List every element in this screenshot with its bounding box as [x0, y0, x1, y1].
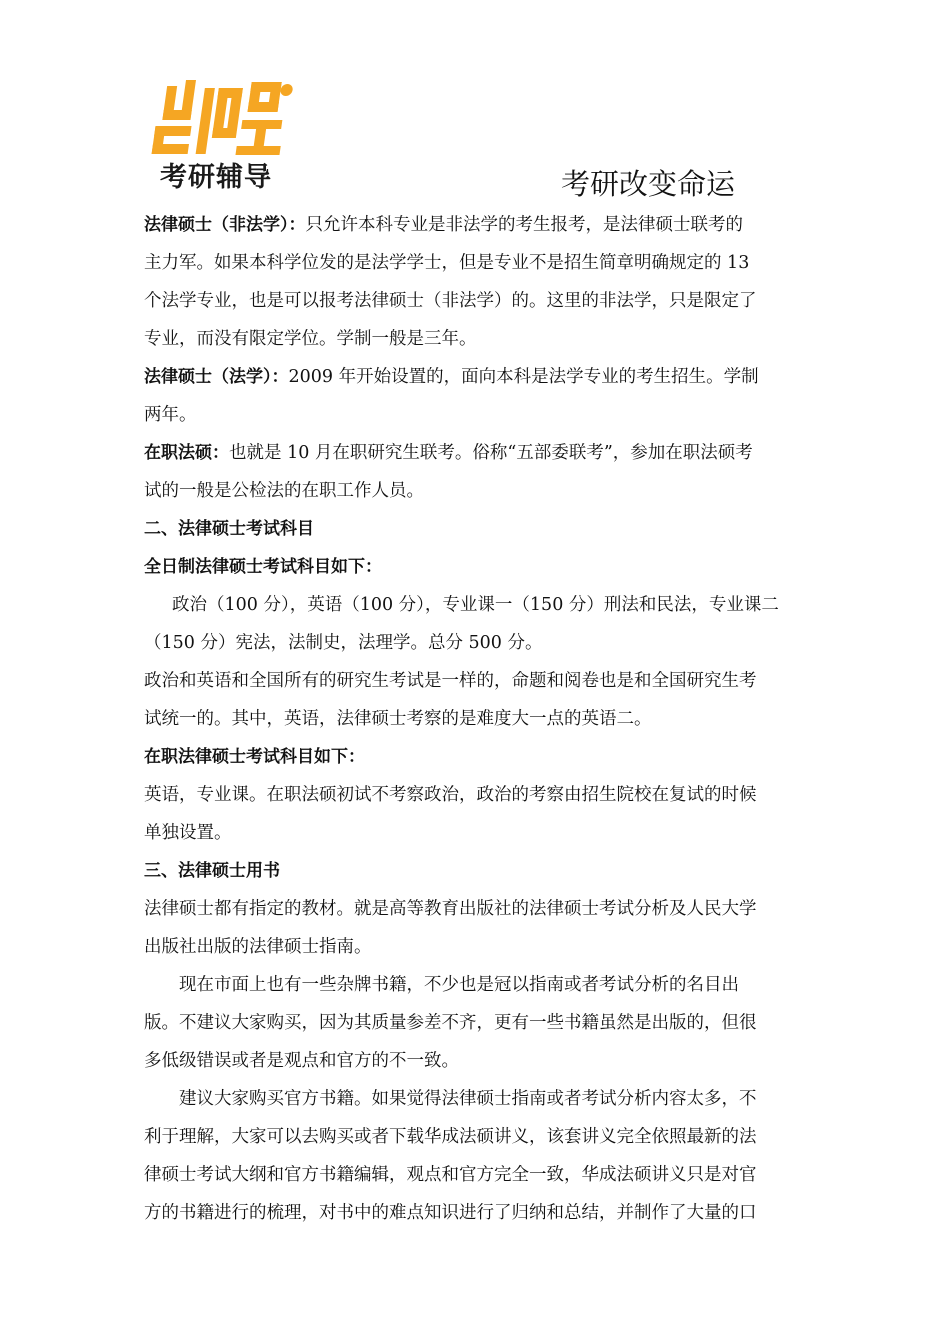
paragraph-line: [144, 966, 808, 1004]
paragraph-line: [144, 434, 808, 472]
paragraph-line: [144, 396, 808, 434]
document-body: [144, 206, 808, 1232]
paragraph-line: [144, 624, 808, 662]
line-text: 律硕士考试大纲和官方书籍编辑，观点和官方完全一致，华成法硕讲义只是对官: [144, 1165, 757, 1185]
line-text: 也就是 10 月在职研究生联考。俗称“五部委联考”，参加在职法硕考: [229, 443, 753, 463]
line-text: （150 分）宪法，法制史，法理学。总分 500 分。: [144, 633, 543, 653]
paragraph-line: [144, 890, 808, 928]
paragraph-line: [144, 662, 808, 700]
kaicheng-logo: [150, 80, 300, 198]
logo-subtitle: 考研辅导: [160, 162, 272, 193]
line-text: 单独设置。: [144, 823, 232, 843]
paragraph-line: [144, 1118, 808, 1156]
line-text: 英语，专业课。在职法硕初试不考察政治，政治的考察由招生院校在复试的时候: [144, 785, 757, 805]
line-text: 试的一般是公检法的在职工作人员。: [144, 481, 424, 501]
paragraph-line: [144, 320, 808, 358]
line-text: 利于理解，大家可以去购买或者下载华成法硕讲义，该套讲义完全依照最新的法: [144, 1127, 757, 1147]
term-label: 在职法硕：: [144, 443, 229, 463]
heading-text: 三、法律硕士用书: [144, 861, 280, 881]
paragraph-line: [144, 1194, 808, 1232]
line-text: 专业，而没有限定学位。学制一般是三年。: [144, 329, 477, 349]
line-text: 法律硕士都有指定的教材。就是高等教育出版社的法律硕士考试分析及人民大学: [144, 899, 757, 919]
paragraph-line: [144, 1042, 808, 1080]
paragraph-line: [144, 282, 808, 320]
term-label: 法律硕士（非法学）：: [144, 215, 306, 235]
paragraph-line: [144, 586, 808, 624]
paragraph-line: [144, 814, 808, 852]
line-text: 主力军。如果本科学位发的是法学学士，但是专业不是招生简章明确规定的 13: [144, 253, 750, 273]
heading-text: 在职法律硕士考试科目如下：: [144, 747, 365, 767]
paragraph-line: [144, 1004, 808, 1042]
paragraph-line: [144, 928, 808, 966]
section-heading: [144, 510, 808, 548]
line-text: 现在市面上也有一些杂牌书籍，不少也是冠以指南或者考试分析的名目出: [179, 975, 739, 995]
paragraph-line: [144, 244, 808, 282]
kaicheng-logo-icon: [150, 80, 300, 160]
line-text: 方的书籍进行的梳理，对书中的难点知识进行了归纳和总结，并制作了大量的口: [144, 1203, 757, 1223]
paragraph-line: [144, 472, 808, 510]
line-text: 个法学专业，也是可以报考法律硕士（非法学）的。这里的非法学，只是限定了: [144, 291, 757, 311]
paragraph-line: [144, 1080, 808, 1118]
section-heading: [144, 852, 808, 890]
line-text: 只允许本科专业是非法学的考生报考，是法律硕士联考的: [305, 215, 743, 235]
paragraph-line: [144, 358, 808, 396]
line-text: 政治和英语和全国所有的研究生考试是一样的，命题和阅卷也是和全国研究生考: [144, 671, 757, 691]
line-text: 多低级错误或者是观点和官方的不一致。: [144, 1051, 459, 1071]
line-text: 政治（100 分），英语（100 分），专业课一（150 分）刑法和民法，专业课二: [172, 595, 779, 615]
section-heading: [144, 738, 808, 776]
line-text: 两年。: [144, 405, 197, 425]
paragraph-line: [144, 1156, 808, 1194]
slogan: 考研改变命运: [561, 167, 736, 201]
line-text: 建议大家购买官方书籍。如果觉得法律硕士指南或者考试分析内容太多，不: [179, 1089, 757, 1109]
paragraph-line: [144, 206, 808, 244]
heading-text: 二、法律硕士考试科目: [144, 519, 314, 539]
line-text: 版。不建议大家购买，因为其质量参差不齐，更有一些书籍虽然是出版的，但很: [144, 1013, 757, 1033]
line-text: 出版社出版的法律硕士指南。: [144, 937, 372, 957]
line-text: 试统一的。其中，英语，法律硕士考察的是难度大一点的英语二。: [144, 709, 652, 729]
paragraph-line: [144, 700, 808, 738]
heading-text: 全日制法律硕士考试科目如下：: [144, 557, 382, 577]
term-label: 法律硕士（法学）：: [144, 367, 289, 387]
line-text: 2009 年开始设置的，面向本科是法学专业的考生招生。学制: [288, 367, 759, 387]
section-heading: [144, 548, 808, 586]
paragraph-line: [144, 776, 808, 814]
